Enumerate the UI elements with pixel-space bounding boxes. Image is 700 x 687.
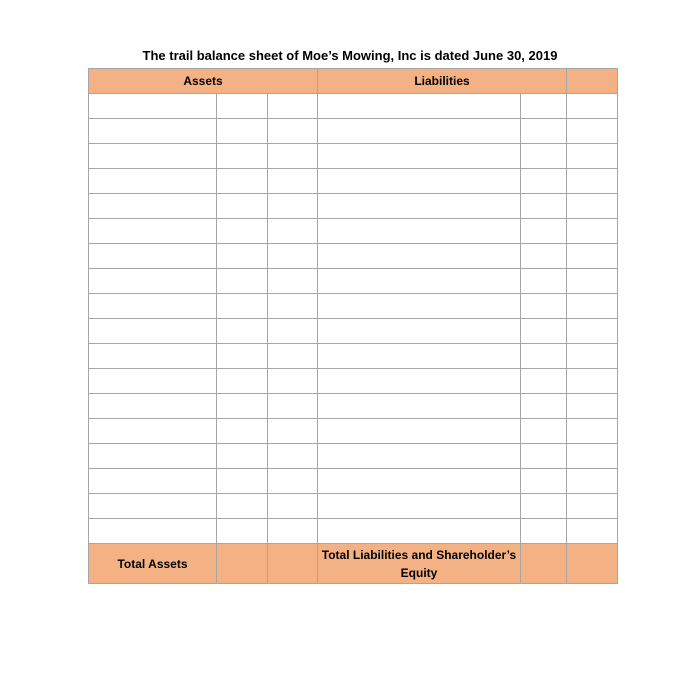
asset-amount-cell-2[interactable]: [268, 119, 318, 144]
asset-amount-cell-2[interactable]: [268, 194, 318, 219]
asset-name-cell[interactable]: [89, 494, 217, 519]
table-row: [89, 469, 618, 494]
asset-amount-cell[interactable]: [217, 344, 268, 369]
asset-amount-cell-2[interactable]: [268, 519, 318, 544]
asset-amount-cell[interactable]: [217, 144, 268, 169]
liability-amount-cell-2[interactable]: [567, 119, 618, 144]
liability-amount-cell[interactable]: [521, 419, 567, 444]
sheet-title: The trail balance sheet of Moe’s Mowing, Inc is dated June 30, 2019: [142, 48, 558, 63]
total-liabilities-value-cell[interactable]: [521, 544, 567, 584]
liability-name-cell[interactable]: [318, 394, 521, 419]
table-row: [89, 94, 618, 119]
liability-amount-cell[interactable]: [521, 369, 567, 394]
asset-amount-cell-2[interactable]: [268, 494, 318, 519]
header-row: [89, 69, 618, 94]
liability-name-cell[interactable]: [318, 319, 521, 344]
table-row: [89, 194, 618, 219]
asset-amount-cell-2[interactable]: [268, 269, 318, 294]
asset-amount-cell-2[interactable]: [268, 369, 318, 394]
asset-amount-cell-2[interactable]: [268, 219, 318, 244]
assets-header: Assets: [89, 69, 318, 94]
liability-name-cell[interactable]: [318, 419, 521, 444]
totals-row: [89, 544, 618, 584]
total-liabilities-equity-label: Total Liabilities and Shareholder’s Equity: [318, 544, 521, 584]
asset-name-cell[interactable]: [89, 394, 217, 419]
liability-amount-cell[interactable]: [521, 269, 567, 294]
table-row: [89, 444, 618, 469]
asset-name-cell[interactable]: [89, 244, 217, 269]
liability-name-cell[interactable]: [318, 294, 521, 319]
liability-amount-cell[interactable]: [521, 469, 567, 494]
table-row: [89, 344, 618, 369]
liability-amount-cell[interactable]: [521, 519, 567, 544]
asset-name-cell[interactable]: [89, 469, 217, 494]
asset-amount-cell[interactable]: [217, 294, 268, 319]
liability-name-cell[interactable]: [318, 519, 521, 544]
table-row: [89, 294, 618, 319]
liability-name-cell[interactable]: [318, 194, 521, 219]
asset-amount-cell[interactable]: [217, 494, 268, 519]
asset-amount-cell[interactable]: [217, 469, 268, 494]
asset-amount-cell-2[interactable]: [268, 394, 318, 419]
liability-amount-cell-2[interactable]: [567, 244, 618, 269]
liability-name-cell[interactable]: [318, 369, 521, 394]
liability-amount-cell-2[interactable]: [567, 394, 618, 419]
liability-amount-cell-2[interactable]: [567, 319, 618, 344]
asset-name-cell[interactable]: [89, 94, 217, 119]
asset-name-cell[interactable]: [89, 444, 217, 469]
asset-amount-cell-2[interactable]: [268, 294, 318, 319]
liability-amount-cell-2[interactable]: [567, 344, 618, 369]
asset-amount-cell[interactable]: [217, 169, 268, 194]
asset-name-cell[interactable]: [89, 194, 217, 219]
liability-amount-cell[interactable]: [521, 394, 567, 419]
asset-name-cell[interactable]: [89, 419, 217, 444]
asset-amount-cell-2[interactable]: [268, 469, 318, 494]
asset-amount-cell[interactable]: [217, 519, 268, 544]
liability-name-cell[interactable]: [318, 444, 521, 469]
liability-amount-cell-2[interactable]: [567, 144, 618, 169]
asset-name-cell[interactable]: [89, 119, 217, 144]
liability-name-cell[interactable]: [318, 219, 521, 244]
table-row: [89, 519, 618, 544]
liability-amount-cell[interactable]: [521, 94, 567, 119]
liability-amount-cell-2[interactable]: [567, 219, 618, 244]
asset-name-cell[interactable]: [89, 519, 217, 544]
asset-name-cell[interactable]: [89, 369, 217, 394]
liability-name-cell[interactable]: [318, 244, 521, 269]
liability-name-cell[interactable]: [318, 469, 521, 494]
liability-amount-cell-2[interactable]: [567, 494, 618, 519]
asset-amount-cell-2[interactable]: [268, 244, 318, 269]
liability-amount-cell-2[interactable]: [567, 469, 618, 494]
table-row: [89, 319, 618, 344]
liability-amount-cell[interactable]: [521, 444, 567, 469]
table-row: [89, 119, 618, 144]
liability-amount-cell-2[interactable]: [567, 519, 618, 544]
liability-amount-cell-2[interactable]: [567, 169, 618, 194]
table-row: [89, 219, 618, 244]
asset-amount-cell-2[interactable]: [268, 94, 318, 119]
liability-amount-cell[interactable]: [521, 119, 567, 144]
asset-name-cell[interactable]: [89, 219, 217, 244]
liability-name-cell[interactable]: [318, 269, 521, 294]
liability-amount-cell[interactable]: [521, 294, 567, 319]
total-assets-value-cell-2[interactable]: [268, 544, 318, 584]
asset-amount-cell-2[interactable]: [268, 344, 318, 369]
asset-name-cell[interactable]: [89, 344, 217, 369]
asset-amount-cell[interactable]: [217, 194, 268, 219]
liability-amount-cell[interactable]: [521, 494, 567, 519]
liability-amount-cell-2[interactable]: [567, 194, 618, 219]
balance-sheet-table: [88, 68, 618, 584]
table-row: [89, 144, 618, 169]
asset-amount-cell-2[interactable]: [268, 144, 318, 169]
table-row: [89, 244, 618, 269]
total-assets-value-cell[interactable]: [217, 544, 268, 584]
liability-amount-cell[interactable]: [521, 244, 567, 269]
header-extra-cell: [567, 69, 618, 94]
liability-amount-cell[interactable]: [521, 344, 567, 369]
table-row: [89, 169, 618, 194]
asset-amount-cell-2[interactable]: [268, 319, 318, 344]
asset-name-cell[interactable]: [89, 269, 217, 294]
liabilities-header: Liabilities: [318, 69, 567, 94]
asset-amount-cell[interactable]: [217, 244, 268, 269]
asset-name-cell[interactable]: [89, 144, 217, 169]
asset-amount-cell[interactable]: [217, 269, 268, 294]
asset-name-cell[interactable]: [89, 294, 217, 319]
table-row: [89, 394, 618, 419]
asset-amount-cell[interactable]: [217, 219, 268, 244]
liability-name-cell[interactable]: [318, 144, 521, 169]
asset-amount-cell[interactable]: [217, 369, 268, 394]
liability-amount-cell-2[interactable]: [567, 269, 618, 294]
asset-amount-cell[interactable]: [217, 419, 268, 444]
liability-name-cell[interactable]: [318, 169, 521, 194]
liability-amount-cell-2[interactable]: [567, 294, 618, 319]
liability-amount-cell[interactable]: [521, 144, 567, 169]
asset-amount-cell-2[interactable]: [268, 444, 318, 469]
total-liabilities-value-cell-2[interactable]: [567, 544, 618, 584]
liability-amount-cell-2[interactable]: [567, 444, 618, 469]
liability-amount-cell[interactable]: [521, 319, 567, 344]
liability-name-cell[interactable]: [318, 94, 521, 119]
asset-amount-cell-2[interactable]: [268, 169, 318, 194]
asset-amount-cell[interactable]: [217, 119, 268, 144]
asset-amount-cell[interactable]: [217, 319, 268, 344]
asset-amount-cell[interactable]: [217, 444, 268, 469]
liability-amount-cell-2[interactable]: [567, 94, 618, 119]
table-row: [89, 419, 618, 444]
asset-amount-cell[interactable]: [217, 94, 268, 119]
asset-name-cell[interactable]: [89, 169, 217, 194]
liability-amount-cell-2[interactable]: [567, 369, 618, 394]
asset-amount-cell-2[interactable]: [268, 419, 318, 444]
liability-amount-cell-2[interactable]: [567, 419, 618, 444]
liability-amount-cell[interactable]: [521, 169, 567, 194]
liability-name-cell[interactable]: [318, 494, 521, 519]
liability-name-cell[interactable]: [318, 119, 521, 144]
liability-amount-cell[interactable]: [521, 219, 567, 244]
asset-amount-cell[interactable]: [217, 394, 268, 419]
liability-amount-cell[interactable]: [521, 194, 567, 219]
liability-name-cell[interactable]: [318, 344, 521, 369]
table-row: [89, 269, 618, 294]
total-assets-label: Total Assets: [89, 544, 217, 584]
table-row: [89, 369, 618, 394]
asset-name-cell[interactable]: [89, 319, 217, 344]
table-row: [89, 494, 618, 519]
